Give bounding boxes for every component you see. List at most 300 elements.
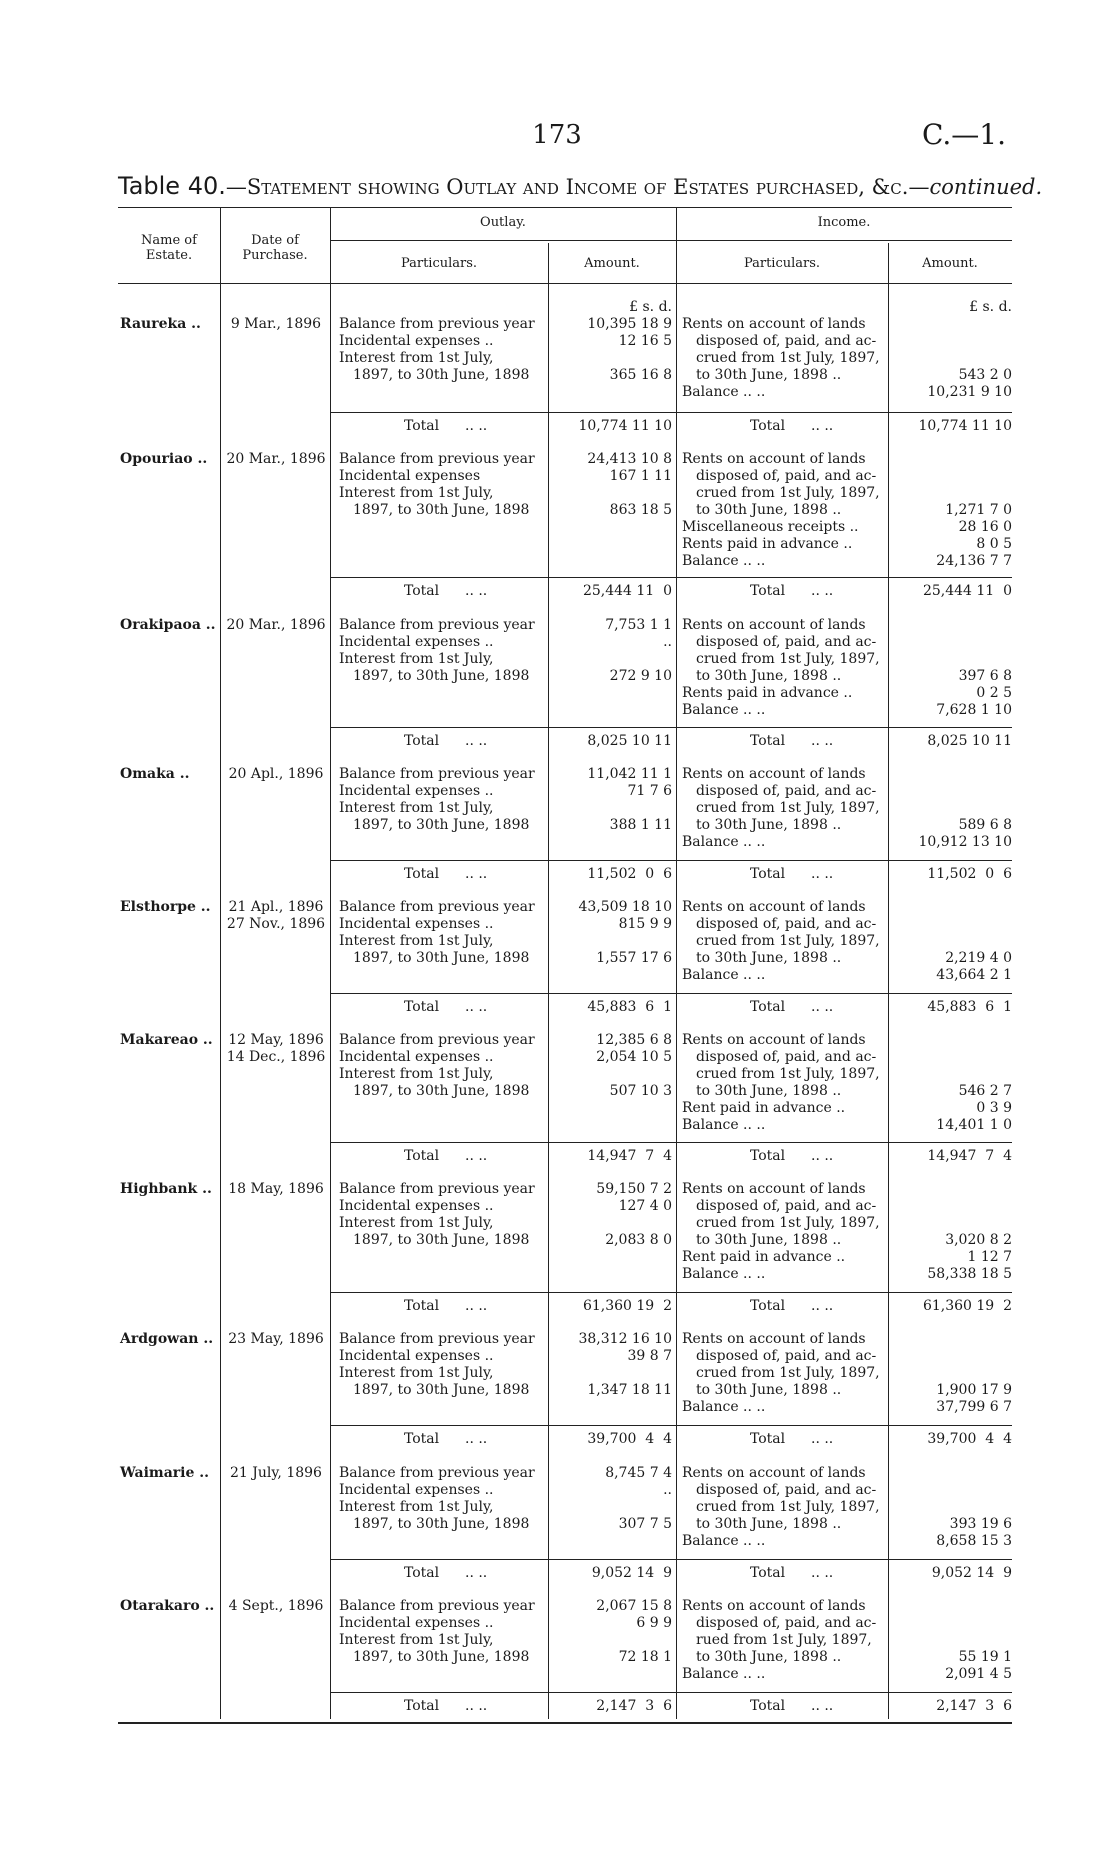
income-line: to 30th June, 1898 .. xyxy=(696,1083,842,1099)
estate-name: Opouriao .. xyxy=(120,451,208,467)
table-caption: —Statement showing Outlay and Income of Estates purchased, &c.— xyxy=(225,175,930,199)
outlay-total-label: Total xyxy=(404,1148,440,1164)
outlay-amount: 863 18 5 xyxy=(609,502,672,518)
income-line: Balance .. .. xyxy=(682,702,766,718)
total-rule xyxy=(330,1692,676,1693)
income-line: crued from 1st July, 1897, xyxy=(696,800,880,816)
income-amounts xyxy=(890,1032,1012,1134)
outlay-particulars xyxy=(339,1181,544,1249)
currency-header-outlay: £ s. d. xyxy=(629,299,672,315)
income-line: Rents on account of lands xyxy=(682,1032,866,1048)
income-total-amount: 2,147 3 6 xyxy=(936,1698,1012,1714)
outlay-total-amount: 11,502 0 6 xyxy=(587,866,672,882)
purchase-date: 20 Mar., 1896 xyxy=(226,617,326,633)
income-line: disposed of, paid, and ac- xyxy=(696,1348,877,1364)
income-amount xyxy=(890,1465,1012,1482)
income-amount xyxy=(890,651,1012,668)
outlay-line: 1897, to 30th June, 1898 xyxy=(353,817,530,833)
estate-name: Raureka .. xyxy=(120,316,201,332)
outlay-particulars xyxy=(339,617,544,685)
income-amount xyxy=(890,766,1012,783)
income-line: Balance .. .. xyxy=(682,1117,766,1133)
income-amount: 543 2 0 xyxy=(958,367,1012,383)
table-number: Table 40. xyxy=(118,172,226,200)
total-rule xyxy=(330,1559,676,1560)
outlay-amount: 127 4 0 xyxy=(618,1198,672,1214)
income-amount xyxy=(890,916,1012,933)
outlay-total-label: Total xyxy=(404,1431,440,1447)
income-line: crued from 1st July, 1897, xyxy=(696,651,880,667)
income-amount: 3,020 8 2 xyxy=(945,1232,1012,1248)
income-amount xyxy=(890,1181,1012,1198)
outlay-particulars xyxy=(339,1598,544,1666)
total-rule xyxy=(330,1292,676,1293)
outlay-particulars xyxy=(339,1465,544,1533)
income-amount: 546 2 7 xyxy=(958,1083,1012,1099)
outlay-line: 1897, to 30th June, 1898 xyxy=(353,1083,530,1099)
income-line: Balance .. .. xyxy=(682,834,766,850)
total-rule xyxy=(330,860,676,861)
income-total-dots: .. .. xyxy=(811,733,834,749)
income-line: to 30th June, 1898 .. xyxy=(696,817,842,833)
income-amount xyxy=(890,485,1012,502)
income-total-label: Total xyxy=(750,583,786,599)
currency-header-income: £ s. d. xyxy=(969,299,1012,315)
col-line-1 xyxy=(220,207,221,1719)
purchase-date: 4 Sept., 1896 xyxy=(228,1598,324,1614)
outlay-amount: 815 9 9 xyxy=(618,916,672,932)
purchase-date: 18 May, 1896 xyxy=(228,1181,324,1197)
total-rule xyxy=(676,1425,1012,1426)
outlay-line: Interest from 1st July, xyxy=(339,1365,494,1381)
outlay-line: Balance from previous year xyxy=(339,451,535,467)
income-amount: 2,219 4 0 xyxy=(945,950,1012,966)
outlay-amount: 11,042 11 1 xyxy=(587,766,672,782)
income-line: Rents paid in advance .. xyxy=(682,685,853,701)
outlay-line: Balance from previous year xyxy=(339,1181,535,1197)
total-rule xyxy=(676,860,1012,861)
estate-name: Omaka .. xyxy=(120,766,190,782)
outlay-line: Incidental expenses xyxy=(339,468,481,484)
income-line: to 30th June, 1898 .. xyxy=(696,367,842,383)
outlay-total-dots: .. .. xyxy=(465,583,488,599)
income-particulars xyxy=(682,1598,887,1683)
income-amount: 10,912 13 10 xyxy=(918,834,1012,850)
outlay-line: 1897, to 30th June, 1898 xyxy=(353,1516,530,1532)
outlay-amounts xyxy=(552,316,672,384)
outlay-line: Incidental expenses .. xyxy=(339,333,494,349)
income-amount: 43,664 2 1 xyxy=(936,967,1012,983)
income-total-amount: 11,502 0 6 xyxy=(927,866,1012,882)
income-amount: 589 6 8 xyxy=(958,817,1012,833)
outlay-amount: 10,395 18 9 xyxy=(587,316,672,332)
outlay-line: 1897, to 30th June, 1898 xyxy=(353,1649,530,1665)
income-total-amount: 14,947 7 4 xyxy=(927,1148,1012,1164)
income-particulars xyxy=(682,617,887,719)
outlay-line: Balance from previous year xyxy=(339,316,535,332)
outlay-amount: .. xyxy=(663,634,672,650)
outlay-amount: 72 18 1 xyxy=(618,1649,672,1665)
estate-name: Otarakaro .. xyxy=(120,1598,215,1614)
outlay-amount: 6 9 9 xyxy=(636,1615,672,1631)
income-total-label: Total xyxy=(750,1298,786,1314)
income-particulars xyxy=(682,766,887,851)
income-line: Rents on account of lands xyxy=(682,1181,866,1197)
income-amount: 0 3 9 xyxy=(976,1100,1012,1116)
income-particulars xyxy=(682,451,887,570)
income-amount: 10,231 9 10 xyxy=(927,384,1012,400)
income-total-label: Total xyxy=(750,866,786,882)
outlay-line: 1897, to 30th June, 1898 xyxy=(353,950,530,966)
outlay-total-label: Total xyxy=(404,1298,440,1314)
income-line: Balance .. .. xyxy=(682,553,766,569)
outlay-amounts xyxy=(552,1465,672,1533)
income-particulars xyxy=(682,1032,887,1134)
income-line: Miscellaneous receipts .. xyxy=(682,519,859,535)
income-line: disposed of, paid, and ac- xyxy=(696,1482,877,1498)
income-line: to 30th June, 1898 .. xyxy=(696,1649,842,1665)
income-line: Rents on account of lands xyxy=(682,617,866,633)
outlay-line: Interest from 1st July, xyxy=(339,933,494,949)
income-particulars xyxy=(682,316,887,401)
outlay-line: Incidental expenses .. xyxy=(339,1482,494,1498)
total-rule xyxy=(676,993,1012,994)
outlay-line: Incidental expenses .. xyxy=(339,634,494,650)
outlay-amounts xyxy=(552,1598,672,1666)
estate-name: Orakipaoa .. xyxy=(120,617,216,633)
col-line-2 xyxy=(330,207,331,1719)
outlay-amount: 365 16 8 xyxy=(609,367,672,383)
income-amount xyxy=(890,1215,1012,1232)
outlay-particulars xyxy=(339,766,544,834)
income-amount: 55 19 1 xyxy=(958,1649,1012,1665)
outlay-line: Interest from 1st July, xyxy=(339,651,494,667)
income-total-dots: .. .. xyxy=(811,1298,834,1314)
outlay-line: Balance from previous year xyxy=(339,1032,535,1048)
outlay-total-amount: 9,052 14 9 xyxy=(591,1565,672,1581)
outlay-amount: 1,347 18 11 xyxy=(587,1382,672,1398)
header-top-rule xyxy=(118,207,1012,208)
income-amount: 7,628 1 10 xyxy=(936,702,1012,718)
income-amount: 397 6 8 xyxy=(958,668,1012,684)
income-total-dots: .. .. xyxy=(811,999,834,1015)
income-total-dots: .. .. xyxy=(811,418,834,434)
outlay-amounts xyxy=(552,899,672,967)
purchase-date: 12 May, 1896 xyxy=(228,1032,324,1048)
income-amount xyxy=(890,1482,1012,1499)
total-rule xyxy=(330,1142,676,1143)
header-income: Income. xyxy=(817,215,871,230)
purchase-date: 20 Apl., 1896 xyxy=(228,766,324,782)
outlay-income-rule xyxy=(330,240,1012,241)
income-total-amount: 45,883 6 1 xyxy=(927,999,1012,1015)
col-line-4 xyxy=(676,207,677,1719)
income-line: disposed of, paid, and ac- xyxy=(696,1615,877,1631)
income-line: Rents on account of lands xyxy=(682,316,866,332)
outlay-amount xyxy=(552,1215,672,1232)
outlay-line: 1897, to 30th June, 1898 xyxy=(353,502,530,518)
income-amount: 0 2 5 xyxy=(976,685,1012,701)
outlay-line: Balance from previous year xyxy=(339,1598,535,1614)
purchase-date: 14 Dec., 1896 xyxy=(226,1049,326,1065)
income-line: Rent paid in advance .. xyxy=(682,1100,846,1116)
income-line: crued from 1st July, 1897, xyxy=(696,1365,880,1381)
income-total-amount: 10,774 11 10 xyxy=(918,418,1012,434)
outlay-line: Interest from 1st July, xyxy=(339,1632,494,1648)
income-total-dots: .. .. xyxy=(811,1698,834,1714)
outlay-line: Interest from 1st July, xyxy=(339,800,494,816)
table-title xyxy=(118,172,1042,200)
outlay-amount: 272 9 10 xyxy=(609,668,672,684)
income-amount xyxy=(890,1615,1012,1632)
income-line: Rents on account of lands xyxy=(682,1331,866,1347)
outlay-line: Interest from 1st July, xyxy=(339,1215,494,1231)
outlay-line: Incidental expenses .. xyxy=(339,1198,494,1214)
outlay-total-dots: .. .. xyxy=(465,999,488,1015)
income-line: disposed of, paid, and ac- xyxy=(696,916,877,932)
outlay-amount xyxy=(552,800,672,817)
total-rule xyxy=(330,993,676,994)
income-total-label: Total xyxy=(750,1565,786,1581)
outlay-amount: 71 7 6 xyxy=(627,783,672,799)
income-amounts xyxy=(890,617,1012,719)
outlay-amounts xyxy=(552,766,672,834)
income-line: to 30th June, 1898 .. xyxy=(696,502,842,518)
outlay-total-amount: 8,025 10 11 xyxy=(587,733,672,749)
income-total-label: Total xyxy=(750,999,786,1015)
outlay-amounts xyxy=(552,617,672,685)
income-total-amount: 25,444 11 0 xyxy=(922,583,1012,599)
outlay-line: Incidental expenses .. xyxy=(339,916,494,932)
income-total-amount: 61,360 19 2 xyxy=(922,1298,1012,1314)
income-amount xyxy=(890,316,1012,333)
income-line: disposed of, paid, and ac- xyxy=(696,1049,877,1065)
purchase-date: 20 Mar., 1896 xyxy=(226,451,326,467)
total-rule xyxy=(330,727,676,728)
income-amount xyxy=(890,1049,1012,1066)
income-amount xyxy=(890,634,1012,651)
header-bottom-rule xyxy=(118,283,1012,284)
income-line: Rents on account of lands xyxy=(682,451,866,467)
income-amount: 8,658 15 3 xyxy=(936,1533,1012,1549)
outlay-total-label: Total xyxy=(404,583,440,599)
page-number: 173 xyxy=(532,120,582,150)
outlay-line: Interest from 1st July, xyxy=(339,350,494,366)
header-outlay: Outlay. xyxy=(480,215,526,230)
total-rule xyxy=(676,577,1012,578)
outlay-amounts xyxy=(552,1181,672,1249)
income-line: disposed of, paid, and ac- xyxy=(696,333,877,349)
income-line: crued from 1st July, 1897, xyxy=(696,1499,880,1515)
outlay-amount: 7,753 1 1 xyxy=(605,617,672,633)
income-amount: 1 12 7 xyxy=(967,1249,1012,1265)
income-line: disposed of, paid, and ac- xyxy=(696,783,877,799)
income-total-dots: .. .. xyxy=(811,1431,834,1447)
header-name: Name of Estate. xyxy=(141,233,197,263)
outlay-line: Balance from previous year xyxy=(339,1465,535,1481)
income-line: crued from 1st July, 1897, xyxy=(696,933,880,949)
income-amount: 1,271 7 0 xyxy=(945,502,1012,518)
income-total-dots: .. .. xyxy=(811,1565,834,1581)
income-amount xyxy=(890,451,1012,468)
estate-name: Elsthorpe .. xyxy=(120,899,211,915)
income-amount xyxy=(890,1632,1012,1649)
income-amounts xyxy=(890,316,1012,401)
outlay-total-dots: .. .. xyxy=(465,866,488,882)
outlay-particulars xyxy=(339,1331,544,1399)
income-amount xyxy=(890,899,1012,916)
income-amount xyxy=(890,1365,1012,1382)
income-amount xyxy=(890,783,1012,800)
income-total-dots: .. .. xyxy=(811,583,834,599)
outlay-particulars xyxy=(339,451,544,519)
income-amount xyxy=(890,800,1012,817)
income-total-label: Total xyxy=(750,1698,786,1714)
income-amounts xyxy=(890,899,1012,984)
income-amount xyxy=(890,1032,1012,1049)
income-particulars xyxy=(682,1331,887,1416)
outlay-amount: 39 8 7 xyxy=(627,1348,672,1364)
income-total-amount: 39,700 4 4 xyxy=(927,1431,1012,1447)
purchase-date: 21 Apl., 1896 xyxy=(228,899,324,915)
income-amounts xyxy=(890,1181,1012,1283)
income-line: Balance .. .. xyxy=(682,1533,766,1549)
outlay-total-label: Total xyxy=(404,1698,440,1714)
income-amount: 37,799 6 7 xyxy=(936,1399,1012,1415)
total-rule xyxy=(676,1559,1012,1560)
income-amount: 24,136 7 7 xyxy=(936,553,1012,569)
income-line: Balance .. .. xyxy=(682,1399,766,1415)
outlay-line: 1897, to 30th June, 1898 xyxy=(353,1382,530,1398)
income-amount: 58,338 18 5 xyxy=(927,1266,1012,1282)
income-amount xyxy=(890,1348,1012,1365)
header-income-amount: Amount. xyxy=(922,256,978,271)
outlay-amount: 2,067 15 8 xyxy=(596,1598,672,1614)
income-line: to 30th June, 1898 .. xyxy=(696,950,842,966)
total-rule xyxy=(676,1142,1012,1143)
income-line: Rents paid in advance .. xyxy=(682,536,853,552)
outlay-total-amount: 14,947 7 4 xyxy=(587,1148,672,1164)
outlay-amount: 2,083 8 0 xyxy=(605,1232,672,1248)
outlay-line: 1897, to 30th June, 1898 xyxy=(353,1232,530,1248)
income-amount xyxy=(890,1598,1012,1615)
income-amount: 1,900 17 9 xyxy=(936,1382,1012,1398)
outlay-total-dots: .. .. xyxy=(465,1298,488,1314)
col-line-5 xyxy=(888,243,889,1719)
outlay-amount xyxy=(552,933,672,950)
income-amount: 28 16 0 xyxy=(958,519,1012,535)
outlay-amount: 38,312 16 10 xyxy=(578,1331,672,1347)
outlay-amount: 12 16 5 xyxy=(618,333,672,349)
income-amounts xyxy=(890,451,1012,570)
outlay-amount xyxy=(552,1365,672,1382)
outlay-amount: 1,557 17 6 xyxy=(596,950,672,966)
col-line-3 xyxy=(548,243,549,1719)
outlay-amount: 59,150 7 2 xyxy=(596,1181,672,1197)
income-line: to 30th June, 1898 .. xyxy=(696,1516,842,1532)
income-amount: 14,401 1 0 xyxy=(936,1117,1012,1133)
outlay-amount: 507 10 3 xyxy=(609,1083,672,1099)
purchase-date: 9 Mar., 1896 xyxy=(230,316,322,332)
page-reference: C.—1. xyxy=(921,118,1006,151)
income-total-dots: .. .. xyxy=(811,1148,834,1164)
outlay-amount: 167 1 11 xyxy=(609,468,672,484)
income-line: Balance .. .. xyxy=(682,1266,766,1282)
outlay-line: Balance from previous year xyxy=(339,617,535,633)
outlay-total-dots: .. .. xyxy=(465,1565,488,1581)
income-line: Balance .. .. xyxy=(682,384,766,400)
income-amount xyxy=(890,333,1012,350)
outlay-amount xyxy=(552,1499,672,1516)
income-amounts xyxy=(890,766,1012,851)
income-total-dots: .. .. xyxy=(811,866,834,882)
income-amount xyxy=(890,468,1012,485)
income-amount xyxy=(890,617,1012,634)
outlay-particulars xyxy=(339,899,544,967)
outlay-line: Balance from previous year xyxy=(339,899,535,915)
outlay-total-dots: .. .. xyxy=(465,1698,488,1714)
income-line: Rents on account of lands xyxy=(682,1598,866,1614)
income-amount xyxy=(890,1066,1012,1083)
outlay-amount xyxy=(552,1066,672,1083)
outlay-amount: 2,054 10 5 xyxy=(596,1049,672,1065)
income-amount xyxy=(890,1198,1012,1215)
continued-label: continued. xyxy=(929,175,1043,199)
income-particulars xyxy=(682,899,887,984)
estate-name: Makareao .. xyxy=(120,1032,213,1048)
income-amounts xyxy=(890,1465,1012,1550)
outlay-total-amount: 10,774 11 10 xyxy=(578,418,672,434)
income-line: Rents on account of lands xyxy=(682,899,866,915)
income-line: rued from 1st July, 1897, xyxy=(696,1632,872,1648)
outlay-particulars xyxy=(339,316,544,384)
income-amount xyxy=(890,350,1012,367)
income-total-amount: 9,052 14 9 xyxy=(931,1565,1012,1581)
outlay-amount: 388 1 11 xyxy=(609,817,672,833)
income-amount xyxy=(890,1499,1012,1516)
total-rule xyxy=(676,412,1012,413)
income-total-label: Total xyxy=(750,733,786,749)
total-rule xyxy=(330,1425,676,1426)
outlay-amount: 12,385 6 8 xyxy=(596,1032,672,1048)
outlay-total-label: Total xyxy=(404,1565,440,1581)
outlay-line: Interest from 1st July, xyxy=(339,485,494,501)
outlay-line: 1897, to 30th June, 1898 xyxy=(353,668,530,684)
income-amount xyxy=(890,1331,1012,1348)
outlay-total-amount: 2,147 3 6 xyxy=(596,1698,672,1714)
income-line: crued from 1st July, 1897, xyxy=(696,350,880,366)
outlay-amount: .. xyxy=(663,1482,672,1498)
outlay-total-amount: 61,360 19 2 xyxy=(582,1298,672,1314)
outlay-total-dots: .. .. xyxy=(465,1148,488,1164)
header-outlay-amount: Amount. xyxy=(584,256,640,271)
outlay-line: Incidental expenses .. xyxy=(339,1615,494,1631)
income-line: Rent paid in advance .. xyxy=(682,1249,846,1265)
income-line: crued from 1st July, 1897, xyxy=(696,485,880,501)
outlay-total-dots: .. .. xyxy=(465,418,488,434)
outlay-amounts xyxy=(552,1032,672,1100)
income-total-label: Total xyxy=(750,418,786,434)
income-line: disposed of, paid, and ac- xyxy=(696,1198,877,1214)
income-line: Rents on account of lands xyxy=(682,1465,866,1481)
outlay-line: 1897, to 30th June, 1898 xyxy=(353,367,530,383)
income-amount: 2,091 4 5 xyxy=(945,1666,1012,1682)
outlay-amount xyxy=(552,350,672,367)
estate-name: Waimarie .. xyxy=(120,1465,210,1481)
outlay-amount xyxy=(552,651,672,668)
outlay-total-label: Total xyxy=(404,733,440,749)
outlay-line: Balance from previous year xyxy=(339,766,535,782)
